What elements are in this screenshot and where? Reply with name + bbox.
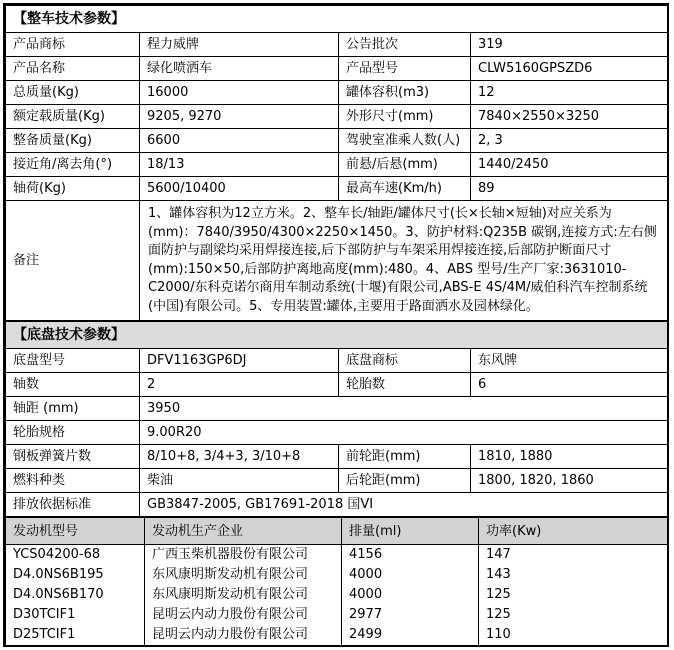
table-row bbox=[6, 153, 668, 177]
field-label: 外形尺寸(mm) bbox=[339, 105, 471, 129]
field-value: 程力威牌 bbox=[140, 33, 339, 57]
engine-row bbox=[6, 545, 668, 566]
column-header: 发动机型号 bbox=[6, 518, 145, 545]
field-value: 5600/10400 bbox=[140, 177, 339, 201]
field-label: 底盘型号 bbox=[6, 349, 140, 373]
engine-maker: 昆明云内动力股份有限公司 bbox=[145, 605, 342, 625]
engine-power: 147 bbox=[479, 545, 668, 566]
engine-model: D30TCIF1 bbox=[6, 605, 145, 625]
remark-row bbox=[6, 201, 668, 321]
engine-model: D4.0NS6B195 bbox=[6, 565, 145, 585]
engine-power: 143 bbox=[479, 565, 668, 585]
engine-power: 125 bbox=[479, 605, 668, 625]
field-value: 8/10+8, 3/4+3, 3/10+8 bbox=[140, 445, 339, 469]
field-label: 底盘商标 bbox=[339, 349, 471, 373]
column-header: 排量(ml) bbox=[342, 518, 479, 545]
field-value: 89 bbox=[471, 177, 668, 201]
engine-model: YCS04200-68 bbox=[6, 545, 145, 566]
field-label: 轮胎规格 bbox=[6, 421, 140, 445]
engine-displacement: 4000 bbox=[342, 565, 479, 585]
field-label: 后轮距(mm) bbox=[339, 469, 471, 493]
table-row bbox=[6, 421, 668, 445]
field-label: 驾驶室准乘人数(人) bbox=[339, 129, 471, 153]
field-label: 燃料种类 bbox=[6, 469, 140, 493]
table-row bbox=[6, 57, 668, 81]
field-label: 产品名称 bbox=[6, 57, 140, 81]
vehicle-params-table bbox=[5, 5, 668, 321]
table-row bbox=[6, 177, 668, 201]
vehicle-section-header bbox=[6, 6, 668, 33]
field-value: 1810, 1880 bbox=[471, 445, 668, 469]
field-value: CLW5160GPSZD6 bbox=[471, 57, 668, 81]
spec-sheet-border bbox=[3, 3, 669, 647]
field-value: 1800, 1820, 1860 bbox=[471, 469, 668, 493]
remark-text: 1、罐体容积为12立方米。2、整车长/轴距/罐体尺寸(长×长轴×短轴)对应关系为(mm)：7840/3950/4300×2250×1450。3、防护材料:Q235B 碳钢,连接方式:左右侧面防护与副梁均采用焊接连接,后下部防护与车架采用焊接连接,后部防护断面尺寸(mm):150×50,后部防护离地高度(mm):480。4、ABS 型号/生产厂家:3631010-C2000/东科克诺尔商用车制动系统(十堰)有限公司,ABS-E 4S/4M/威伯科汽车控制系统(中国)有限公司。5、专用装置:罐体,主要用于路面洒水及园林绿化。 bbox=[140, 201, 668, 321]
engine-displacement: 4000 bbox=[342, 585, 479, 605]
field-value: 319 bbox=[471, 33, 668, 57]
chassis-section-header bbox=[6, 322, 668, 349]
field-value: 东风牌 bbox=[471, 349, 668, 373]
field-value: 6 bbox=[471, 373, 668, 397]
column-header: 发动机生产企业 bbox=[145, 518, 342, 545]
field-value: 绿化喷洒车 bbox=[140, 57, 339, 81]
field-label: 最高车速(Km/h) bbox=[339, 177, 471, 201]
table-row bbox=[6, 81, 668, 105]
field-label: 钢板弹簧片数 bbox=[6, 445, 140, 469]
field-value: 1440/2450 bbox=[471, 153, 668, 177]
engine-power: 110 bbox=[479, 625, 668, 645]
engine-displacement: 4156 bbox=[342, 545, 479, 566]
field-label: 额定载质量(Kg) bbox=[6, 105, 140, 129]
field-label: 前悬/后悬(mm) bbox=[339, 153, 471, 177]
field-value: 2 bbox=[140, 373, 339, 397]
engine-model: D4.0NS6B170 bbox=[6, 585, 145, 605]
field-label: 公告批次 bbox=[339, 33, 471, 57]
field-value: 12 bbox=[471, 81, 668, 105]
field-value: 9.00R20 bbox=[140, 421, 668, 445]
table-row bbox=[6, 469, 668, 493]
field-value: 7840×2550×3250 bbox=[471, 105, 668, 129]
engine-maker: 东风康明斯发动机有限公司 bbox=[145, 585, 342, 605]
engine-model: D25TCIF1 bbox=[6, 625, 145, 645]
field-value: 3950 bbox=[140, 397, 668, 421]
field-label: 轴数 bbox=[6, 373, 140, 397]
field-label: 总质量(Kg) bbox=[6, 81, 140, 105]
field-value: 9205, 9270 bbox=[140, 105, 339, 129]
engine-table bbox=[5, 517, 668, 645]
engine-row bbox=[6, 565, 668, 585]
engine-row bbox=[6, 585, 668, 605]
engine-table-header bbox=[6, 518, 668, 545]
engine-maker: 东风康明斯发动机有限公司 bbox=[145, 565, 342, 585]
chassis-section-title: 【底盘技术参数】 bbox=[6, 322, 668, 349]
field-value: 2, 3 bbox=[471, 129, 668, 153]
field-label: 产品商标 bbox=[6, 33, 140, 57]
engine-row bbox=[6, 605, 668, 625]
field-value: 柴油 bbox=[140, 469, 339, 493]
engine-maker: 广西玉柴机器股份有限公司 bbox=[145, 545, 342, 566]
table-row bbox=[6, 105, 668, 129]
table-row bbox=[6, 493, 668, 517]
table-row bbox=[6, 349, 668, 373]
table-row bbox=[6, 397, 668, 421]
field-label: 轴荷(Kg) bbox=[6, 177, 140, 201]
chassis-params-table bbox=[5, 321, 668, 517]
field-value: GB3847-2005, GB17691-2018 国VI bbox=[140, 493, 668, 517]
remark-label: 备注 bbox=[6, 201, 140, 321]
table-row bbox=[6, 33, 668, 57]
engine-power: 125 bbox=[479, 585, 668, 605]
field-label: 轮胎数 bbox=[339, 373, 471, 397]
engine-row bbox=[6, 625, 668, 645]
table-row bbox=[6, 445, 668, 469]
field-label: 接近角/离去角(°) bbox=[6, 153, 140, 177]
field-label: 整备质量(Kg) bbox=[6, 129, 140, 153]
column-header: 功率(Kw) bbox=[479, 518, 668, 545]
table-row bbox=[6, 373, 668, 397]
field-label: 前轮距(mm) bbox=[339, 445, 471, 469]
field-label: 排放依据标准 bbox=[6, 493, 140, 517]
engine-displacement: 2977 bbox=[342, 605, 479, 625]
field-label: 罐体容积(m3) bbox=[339, 81, 471, 105]
engine-maker: 昆明云内动力股份有限公司 bbox=[145, 625, 342, 645]
field-value: 18/13 bbox=[140, 153, 339, 177]
field-value: 6600 bbox=[140, 129, 339, 153]
field-label: 产品型号 bbox=[339, 57, 471, 81]
engine-displacement: 2499 bbox=[342, 625, 479, 645]
field-value: 16000 bbox=[140, 81, 339, 105]
field-label: 轴距 (mm) bbox=[6, 397, 140, 421]
table-row bbox=[6, 129, 668, 153]
field-value: DFV1163GP6DJ bbox=[140, 349, 339, 373]
vehicle-section-title: 【整车技术参数】 bbox=[6, 6, 668, 33]
